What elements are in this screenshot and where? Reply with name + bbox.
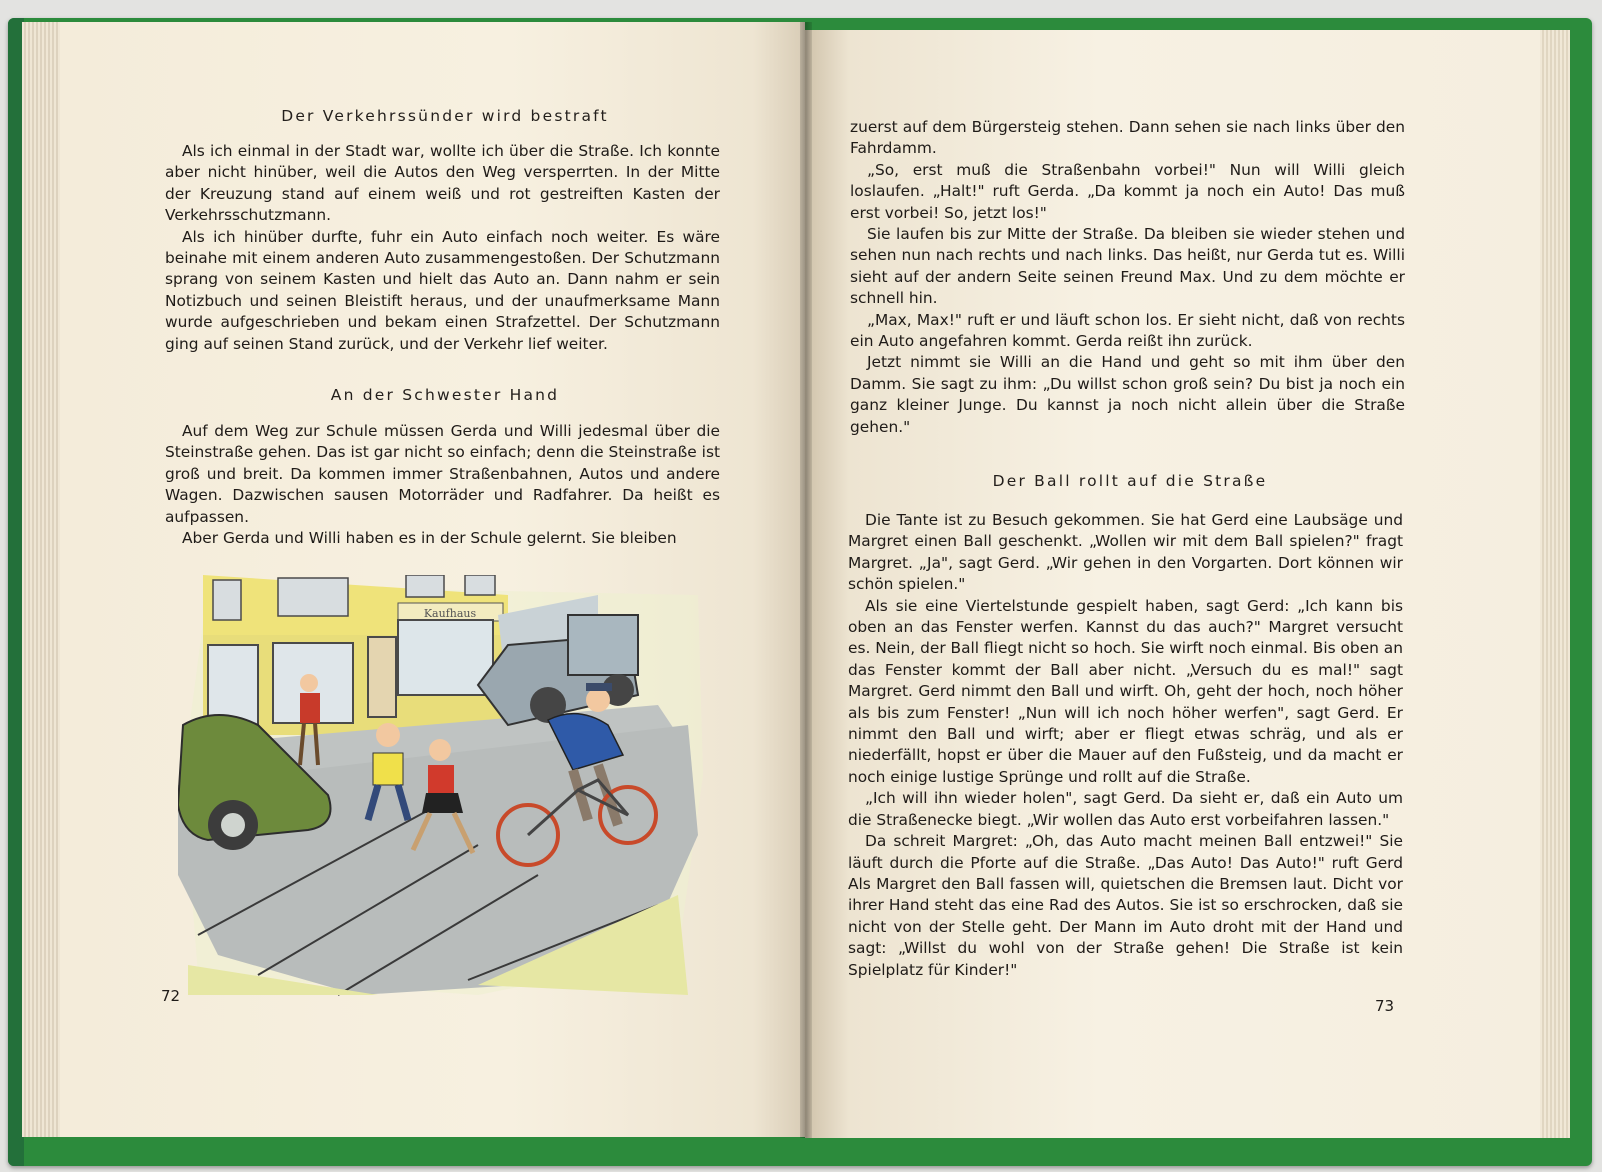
paragraph: Sie laufen bis zur Mitte der Straße. Da bleiben sie wieder stehen und sehen nun nach rechts und nach links. Das heißt, nur Gerda tut es. Willi sieht auf der andern Seite seinen Freund Max. Und zu dem möchte er schnell hin. <box>850 225 1405 308</box>
page-number-right: 73 <box>1375 997 1395 1015</box>
paragraph: zuerst auf dem Bürgersteig stehen. Dann sehen sie nach links über den Fahrdamm. <box>850 118 1405 158</box>
heading-ball-rollt: Der Ball rollt auf die Straße <box>992 472 1268 490</box>
shop-sign: Kaufhaus <box>423 607 477 620</box>
right-section-2 <box>848 510 1403 981</box>
paragraph: „So, erst muß die Straßenbahn vorbei!" Nun will Willi gleich loslaufen. „Halt!" ruft Gerda. „Da kommt ja noch ein Auto! Das muß erst vorbei! So, jetzt los!" <box>850 160 1405 222</box>
paragraph: „Max, Max!" ruft er und läuft schon los. Er sieht nicht, daß von rechts ein Auto angefahren kommt. Gerda reißt ihn zurück. <box>850 310 1405 351</box>
street-illustration <box>178 575 713 1003</box>
heading-verkehrssuender: Der Verkehrssünder wird bestraft <box>281 107 609 125</box>
paragraph: Die Tante ist zu Besuch gekommen. Sie hat Gerd eine Laubsäge und Margret einen Ball geschenkt. „Wollen wir mit dem Ball spielen?" fragt Margret. „Ja", sagt Gerd. „Wir gehen in den Vorgarten. Dort können wir schön spielen." <box>848 511 1403 594</box>
right-section-1 <box>850 117 1405 438</box>
page-stack-right <box>1536 30 1570 1138</box>
paragraph: Als sie eine Viertelstunde gespielt haben, sagt Gerd: „Ich kann bis oben an das Fenster werfen. Kannst du das auch?" Margret versucht es. Nein, der Ball fliegt nicht so hoch. Sie wirft noch einmal. Bis oben an das Fenster kommt der Ball aber nicht. „Versuch du es mal!" sagt Margret. Gerd nimmt den Ball und wirft. Oh, geht der hoch, noch höher als bis zum Fenster! „Nun will ich noch höher werfen", sagt Gerd. Er nimmt den Ball und wirft; aber er fliegt etwas schräg, und als er niederfällt, hopst er über die Mauer auf den Fußsteig, und da macht er noch einige lustige Sprünge und rollt auf die Straße. <box>848 596 1403 786</box>
paragraph: „Ich will ihn wieder holen", sagt Gerd. Da sieht er, daß ein Auto um die Straßenecke biegt. „Wir wollen das Auto erst vorbeifahren lassen." <box>848 789 1403 829</box>
left-section-1 <box>165 141 720 355</box>
paragraph: Auf dem Weg zur Schule müssen Gerda und Willi jedesmal über die Steinstraße gehen. Das ist gar nicht so einfach; denn die Steinstraße ist groß und breit. Da kommen immer Straßenbahnen, Autos und andere Wagen. Dazwischen sausen Motorräder und Radfahrer. Da heißt es aufpassen. <box>165 422 720 526</box>
heading-schwester-hand: An der Schwester Hand <box>330 386 560 404</box>
book-gutter <box>800 22 812 1138</box>
left-section-2 <box>165 421 720 549</box>
paragraph: Aber Gerda und Willi haben es in der Schule gelernt. Sie bleiben <box>182 529 677 548</box>
paragraph: Als ich einmal in der Stadt war, wollte ich über die Straße. Ich konnte aber nicht hinüber, weil die Autos den Weg versperrten. In der Mitte der Kreuzung stand auf einem weiß und rot gestreiften Kasten der Verkehrsschutzmann. <box>165 142 720 225</box>
paragraph: Als ich hinüber durfte, fuhr ein Auto einfach noch weiter. Es wäre beinahe mit einem anderen Auto zusammengestoßen. Der Schutzmann sprang von seinem Kasten und hielt das Auto an. Dann nahm er sein Notizbuch und seinen Bleistift heraus, und der unaufmerksame Mann wurde aufgeschrieben und bekam einen Strafzettel. Der Schutzmann ging auf seinen Stand zurück, und der Verkehr lief weiter. <box>165 227 720 353</box>
page-number-left: 72 <box>161 987 181 1005</box>
paragraph: Da schreit Margret: „Oh, das Auto macht meinen Ball entzwei!" Sie läuft durch die Pforte auf die Straße. „Das Auto! Das Auto!" ruft Gerd Als Margret den Ball fassen will, quietschen die Bremsen laut. Dicht vor ihrer Hand steht das eine Rad des Autos. Sie ist so erschrocken, daß sie nicht von der Stelle geht. Der Mann im Auto droht mit der Hand und sagt: „Willst du wohl von der Straße gehen! Die Straße ist kein Spielplatz für Kinder!" <box>848 832 1403 979</box>
paragraph: Jetzt nimmt sie Willi an die Hand und geht so mit ihm über den Damm. Sie sagt zu ihm: „Du willst schon groß sein? Du bist ja noch ein ganz kleiner Junge. Du kannst ja noch nicht allein über die Straße gehen." <box>850 353 1405 436</box>
